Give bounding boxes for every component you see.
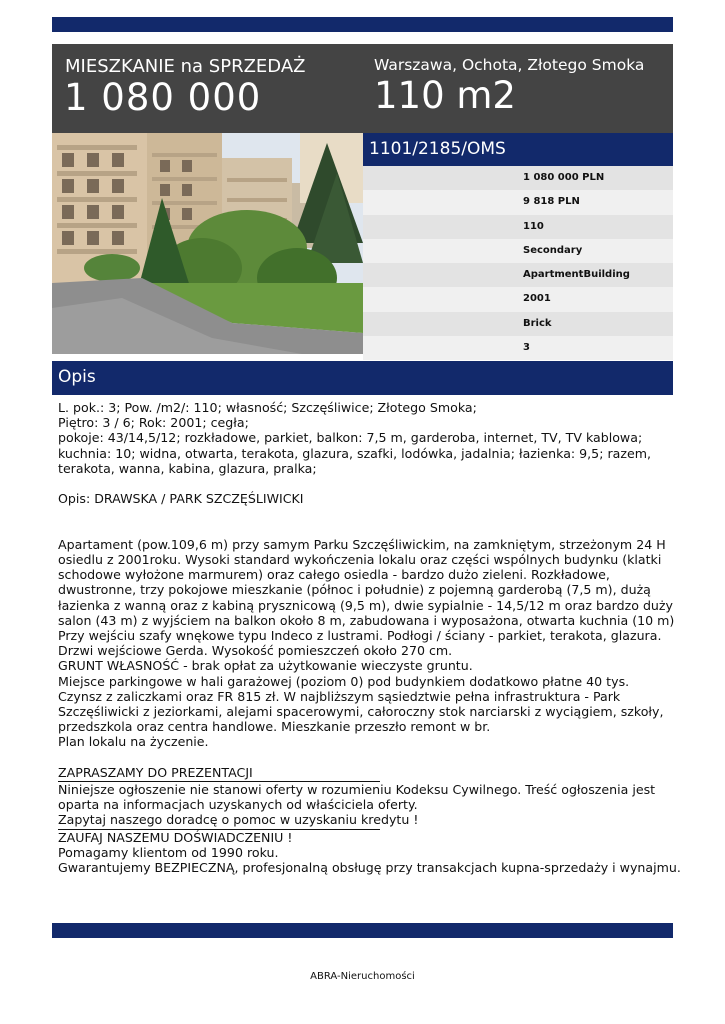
detail-value: Secondary [523,244,583,256]
summary-line: terakota, wanna, kabina, glazura, pralka; [58,460,317,476]
detail-row-area [363,215,673,239]
detail-value: 110 [523,220,544,232]
detail-row-price [363,166,673,190]
detail-value: ApartmentBuilding [523,269,630,281]
detail-row-building-type [363,263,673,287]
detail-row-year [363,287,673,311]
footer-agency: ABRA-Nieruchomości [310,971,415,982]
body-line: przedszkola oraz centra handlowe. Mieszkanie przeszło remont w br. [58,719,491,735]
opis-line: Opis: DRAWSKA / PARK SZCZĘŚLIWICKI [58,491,304,507]
detail-value: 3 [523,342,530,354]
body-line: Plan lokalu na życzenie. [58,734,209,750]
closing-line: Pomagamy klientom od 1990 roku. [58,844,279,860]
top-accent-bar [52,17,673,32]
details-table [363,166,673,360]
detail-value: 9 818 PLN [523,196,580,208]
detail-value: 1 080 000 PLN [523,172,605,183]
body-line: schodowe wyłożone marmurem) oraz całego osiedla - bardzo dużo zieleni. Rozkładowe, [58,567,610,583]
detail-row-price-per-m2 [363,190,673,214]
detail-value: 2001 [523,293,551,305]
listing-header [52,44,673,133]
listing-area: 110 m2 [374,74,516,117]
disclaimer-line: Zapytaj naszego doradcę o pomoc w uzyskaniu kredytu ! [58,812,419,828]
description-text [58,400,681,876]
body-line: dwustronne, trzy pokojowe mieszkanie (północ i południe) z pojemną garderobą (7,5 m), dużą [58,582,651,598]
disclaimer-line: Niniejsze ogłoszenie nie stanowi oferty w rozumieniu Kodeksu Cywilnego. Treść ogłoszenia jest [58,782,656,798]
detail-row-rooms [363,336,673,360]
invite-line: ZAPRASZAMY DO PREZENTACJI [58,764,253,780]
body-line: GRUNT WŁASNOŚĆ - brak opłat za użytkowanie wieczyste gruntu. [58,658,473,674]
summary-line: L. pok.: 3; Pow. /m2/: 110; własność; Szczęśliwice; Złotego Smoka; [58,400,477,415]
body-line: Miejsce parkingowe w hali garażowej (poziom 0) pod budynkiem dodatkowo płatne 40 tys. [58,673,630,689]
reference-bar [363,133,673,166]
listing-type: MIESZKANIE na SPRZEDAŻ [65,56,306,77]
detail-row-market [363,239,673,263]
property-photo [52,133,363,354]
body-line: Czynsz z zaliczkami oraz FR 815 zł. W najbliższym sąsiedztwie pełna infrastruktura - Park [58,688,621,704]
description-heading: Opis [58,367,96,387]
body-line: Drzwi wejściowe Gerda. Wysokość pomieszczeń około 270 cm. [58,643,453,659]
disclaimer-line: oparta na informacjach uzyskanych od właściciela oferty. [58,797,418,813]
summary-line: Piętro: 3 / 6; Rok: 2001; cegła; [58,415,249,431]
detail-row-material [363,312,673,336]
reference-number: 1101/2185/OMS [369,139,506,159]
body-line: Przy wejściu szafy wnękowe typu Indeco z lustrami. Podłogi / ściany - parkiet, terakota, glazura. [58,628,662,644]
body-line: salon (43 m) z wyjściem na balkon około 8 m, zabudowana i wyposażona, otwarta kuchnia (10 m) [58,612,675,628]
closing-line: ZAUFAJ NASZEMU DOŚWIADCZENIU ! [58,829,293,845]
bottom-accent-bar [52,923,673,938]
summary-line: pokoje: 43/14,5/12; rozkładowe, parkiet, balkon: 7,5 m, garderoba, internet, TV, TV kablowa; [58,430,643,446]
body-line: łazienka z wanną oraz z kabiną prysznicową (9,5 m), dwie sypialnie - 14,5/12 m oraz bardzo duży [58,597,673,613]
listing-location: Warszawa, Ochota, Złotego Smoka [374,56,645,74]
body-line: Szczęśliwicki z jeziorkami, alejami spacerowymi, całoroczny stok narciarski z wyciągiem, szkoły, [58,704,664,720]
detail-value: Brick [523,317,552,329]
listing-price: 1 080 000 [64,76,262,119]
body-line: osiedlu z 2001roku. Wysoki standard wykończenia lokalu oraz części wspólnych budynku (klatki [58,552,662,567]
body-line: Apartament (pow.109,6 m) przy samym Parku Szczęśliwickim, na zamkniętym, strzeżonym 24 H [58,536,666,552]
description-heading-bar [52,361,673,395]
summary-line: kuchnia: 10; widna, otwarta, terakota, glazura, szafki, lodówka, jadalnia; łazienka: 9,5; razem, [58,445,651,461]
closing-line: Gwarantujemy BEZPIECZNĄ, profesjonalną obsługę przy transakcjach kupna-sprzedaży i wynajmu. [58,860,681,876]
